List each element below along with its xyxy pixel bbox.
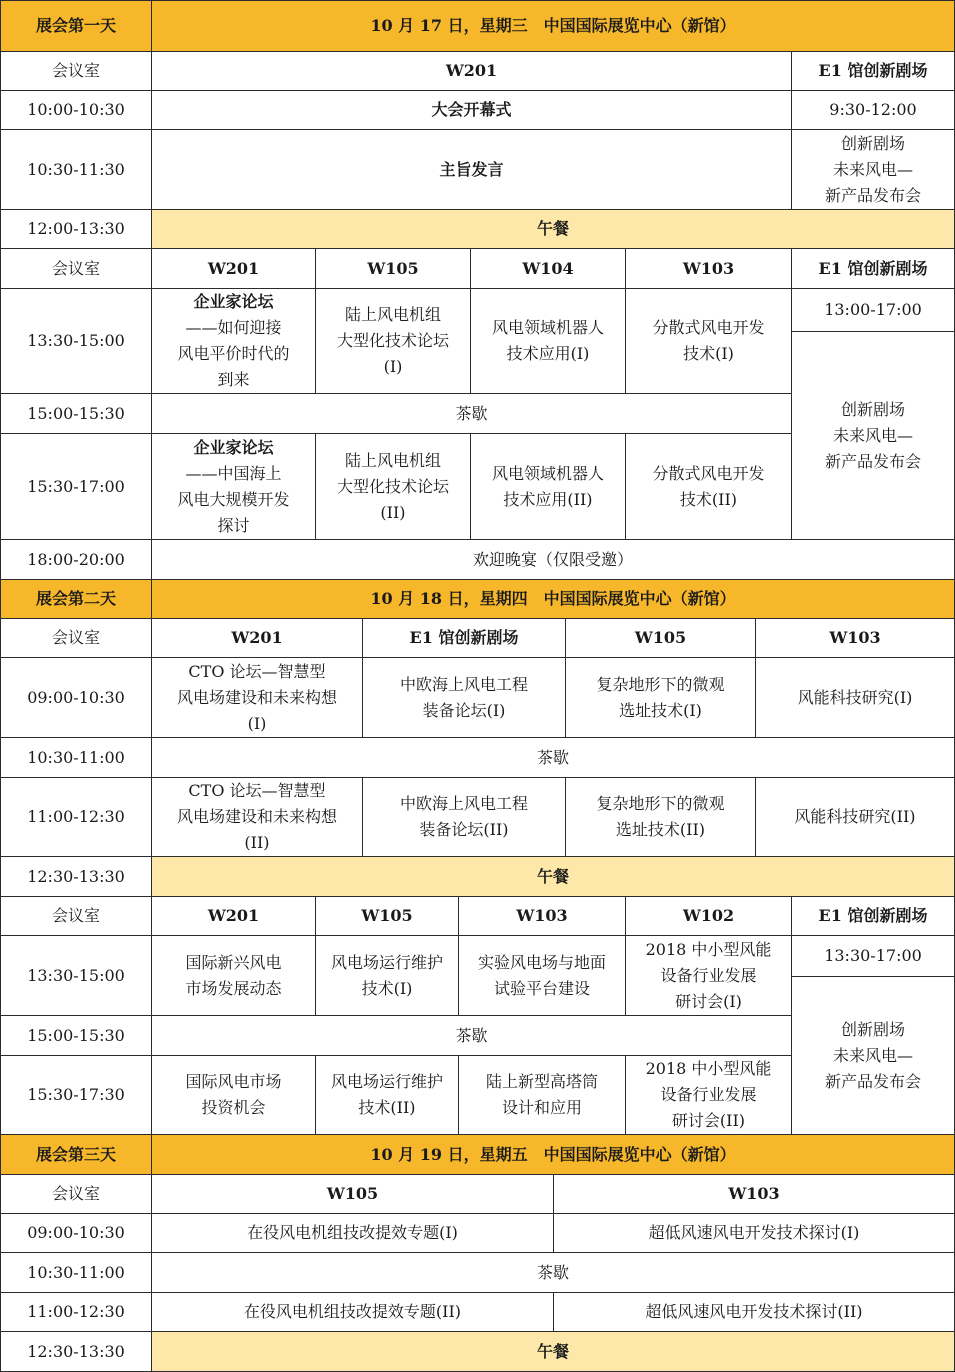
day3-lunch: 午餐: [151, 1331, 955, 1372]
day3-label: 展会第三天: [0, 1134, 152, 1175]
day3-tea-time: 10:30-11:00: [0, 1252, 152, 1293]
day2-tea1-time: 10:30-11:00: [0, 737, 152, 778]
day2-e1-pm-session: 创新剧场 未来风电— 新产品发布会: [791, 976, 955, 1135]
day3-s1-time: 09:00-10:30: [0, 1213, 152, 1253]
day2-s4-w102: 2018 中小型风能 设备行业发展 研讨会(II): [625, 1055, 792, 1135]
day1-tea: 茶歇: [151, 393, 792, 434]
day2-s1-time: 09:00-10:30: [0, 657, 152, 738]
day3-s2-w103: 超低风速风电开发技术探讨(II): [553, 1292, 955, 1332]
day2-room-w105: W105: [565, 618, 756, 658]
day2-tea1: 茶歇: [151, 737, 955, 778]
day2-s1-w201: CTO 论坛—智慧型 风电场建设和未来构想 (I): [151, 657, 363, 738]
day2-room-w103: W103: [755, 618, 955, 658]
day3-s2-time: 11:00-12:30: [0, 1292, 152, 1332]
day1-s1-w103: 分散式风电开发 技术(I): [625, 288, 792, 394]
day1-s1-w105: 陆上风电机组 大型化技术论坛 (I): [315, 288, 471, 394]
day1-dinner: 欢迎晚宴（仅限受邀）: [151, 539, 955, 580]
day2-pm-room-w201: W201: [151, 896, 316, 936]
day1-keynote-title: 主旨发言: [151, 129, 792, 210]
day2-s2-e1: 中欧海上风电工程 装备论坛(II): [362, 777, 566, 857]
day1-s2-time: 15:30-17:00: [0, 433, 152, 540]
day2-s3-w201: 国际新兴风电 市场发展动态: [151, 935, 316, 1016]
day1-dinner-time: 18:00-20:00: [0, 539, 152, 580]
day1-pm-room-e1: E1 馆创新剧场: [791, 248, 955, 289]
day1-e1-pm-session: 创新剧场 未来风电— 新产品发布会: [791, 331, 955, 540]
day1-label: 展会第一天: [0, 0, 152, 52]
day1-pm-room-w105: W105: [315, 248, 471, 289]
day1-e1-am-session: 创新剧场 未来风电— 新产品发布会: [791, 129, 955, 210]
day3-room-w105: W105: [151, 1174, 554, 1214]
day2-s4-w201: 国际风电市场 投资机会: [151, 1055, 316, 1135]
day2-s3-w103: 实验风电场与地面 试验平台建设: [458, 935, 626, 1016]
day1-pm-room-w104: W104: [470, 248, 626, 289]
day1-lunch: 午餐: [151, 209, 955, 249]
day2-pm-room-e1: E1 馆创新剧场: [791, 896, 955, 936]
day1-pm-room-w103: W103: [625, 248, 792, 289]
day2-s4-w103: 陆上新型高塔筒 设计和应用: [458, 1055, 626, 1135]
day2-lunch-time: 12:30-13:30: [0, 856, 152, 897]
day3-lunch-time: 12:30-13:30: [0, 1331, 152, 1372]
day3-s1-w103: 超低风速风电开发技术探讨(I): [553, 1213, 955, 1253]
day1-s1-w201-body: ——如何迎接 风电平价时代的 到来: [177, 318, 290, 389]
day2-room-w201: W201: [151, 618, 363, 658]
day2-s1-w105: 复杂地形下的微观 选址技术(I): [565, 657, 756, 738]
day3-room-w103: W103: [553, 1174, 955, 1214]
day2-date-header: 10 月 18 日，星期四 中国国际展览中心（新馆）: [151, 579, 955, 619]
day3-tea: 茶歇: [151, 1252, 955, 1293]
day3-date-header: 10 月 19 日，星期五 中国国际展览中心（新馆）: [151, 1134, 955, 1175]
day1-lunch-time: 12:00-13:30: [0, 209, 152, 249]
day2-s3-w105: 风电场运行维护 技术(I): [315, 935, 459, 1016]
day2-s2-time: 11:00-12:30: [0, 777, 152, 857]
day2-s3-time: 13:30-15:00: [0, 935, 152, 1016]
day2-label: 展会第二天: [0, 579, 152, 619]
day1-s2-w104: 风电领域机器人 技术应用(II): [470, 433, 626, 540]
day1-s2-w201: [151, 433, 316, 540]
day2-tea2-time: 15:00-15:30: [0, 1015, 152, 1056]
day1-s2-w201-body: ——中国海上 风电大规模开发 探讨: [177, 463, 290, 535]
day1-s2-w103: 分散式风电开发 技术(II): [625, 433, 792, 540]
day1-s1-time: 13:30-15:00: [0, 288, 152, 394]
day1-e1-pm-time: 13:00-17:00: [791, 288, 955, 332]
day2-room-label: 会议室: [0, 618, 152, 658]
day2-room-e1: E1 馆创新剧场: [362, 618, 566, 658]
day1-pm-room-label: 会议室: [0, 248, 152, 289]
day1-room-w201: W201: [151, 51, 792, 91]
day2-pm-room-w102: W102: [625, 896, 792, 936]
day1-s2-w105: 陆上风电机组 大型化技术论坛 (II): [315, 433, 471, 540]
day1-s1-w104: 风电领域机器人 技术应用(I): [470, 288, 626, 394]
day1-room-e1: E1 馆创新剧场: [791, 51, 955, 91]
day2-pm-room-w105: W105: [315, 896, 459, 936]
day2-s1-w103: 风能科技研究(I): [755, 657, 955, 738]
day3-s1-w105: 在役风电机组技改提效专题(I): [151, 1213, 554, 1253]
day2-s3-w102: 2018 中小型风能 设备行业发展 研讨会(I): [625, 935, 792, 1016]
day3-s2-w105: 在役风电机组技改提效专题(II): [151, 1292, 554, 1332]
day2-tea2: 茶歇: [151, 1015, 792, 1056]
day2-s4-w105: 风电场运行维护 技术(II): [315, 1055, 459, 1135]
day1-tea-time: 15:00-15:30: [0, 393, 152, 434]
day2-lunch: 午餐: [151, 856, 955, 897]
day1-date-header: 10 月 17 日，星期三 中国国际展览中心（新馆）: [151, 0, 955, 52]
day1-keynote-time: 10:30-11:30: [0, 129, 152, 210]
day1-s1-w201-title: 企业家论坛: [193, 292, 274, 311]
day1-pm-room-w201: W201: [151, 248, 316, 289]
day2-e1-pm-time: 13:30-17:00: [791, 935, 955, 977]
day1-s1-w201: [151, 288, 316, 394]
day2-s4-time: 15:30-17:30: [0, 1055, 152, 1135]
day1-e1-am-time: 9:30-12:00: [791, 90, 955, 130]
day2-s2-w103: 风能科技研究(II): [755, 777, 955, 857]
day2-s2-w201: CTO 论坛—智慧型 风电场建设和未来构想 (II): [151, 777, 363, 857]
day2-s1-e1: 中欧海上风电工程 装备论坛(I): [362, 657, 566, 738]
day2-pm-room-w103: W103: [458, 896, 626, 936]
day1-opening-title: 大会开幕式: [151, 90, 792, 130]
day2-pm-room-label: 会议室: [0, 896, 152, 936]
day1-s2-w201-title: 企业家论坛: [193, 437, 274, 457]
day2-s2-w105: 复杂地形下的微观 选址技术(II): [565, 777, 756, 857]
day1-opening-time: 10:00-10:30: [0, 90, 152, 130]
day3-room-label: 会议室: [0, 1174, 152, 1214]
day1-room-label: 会议室: [0, 51, 152, 91]
